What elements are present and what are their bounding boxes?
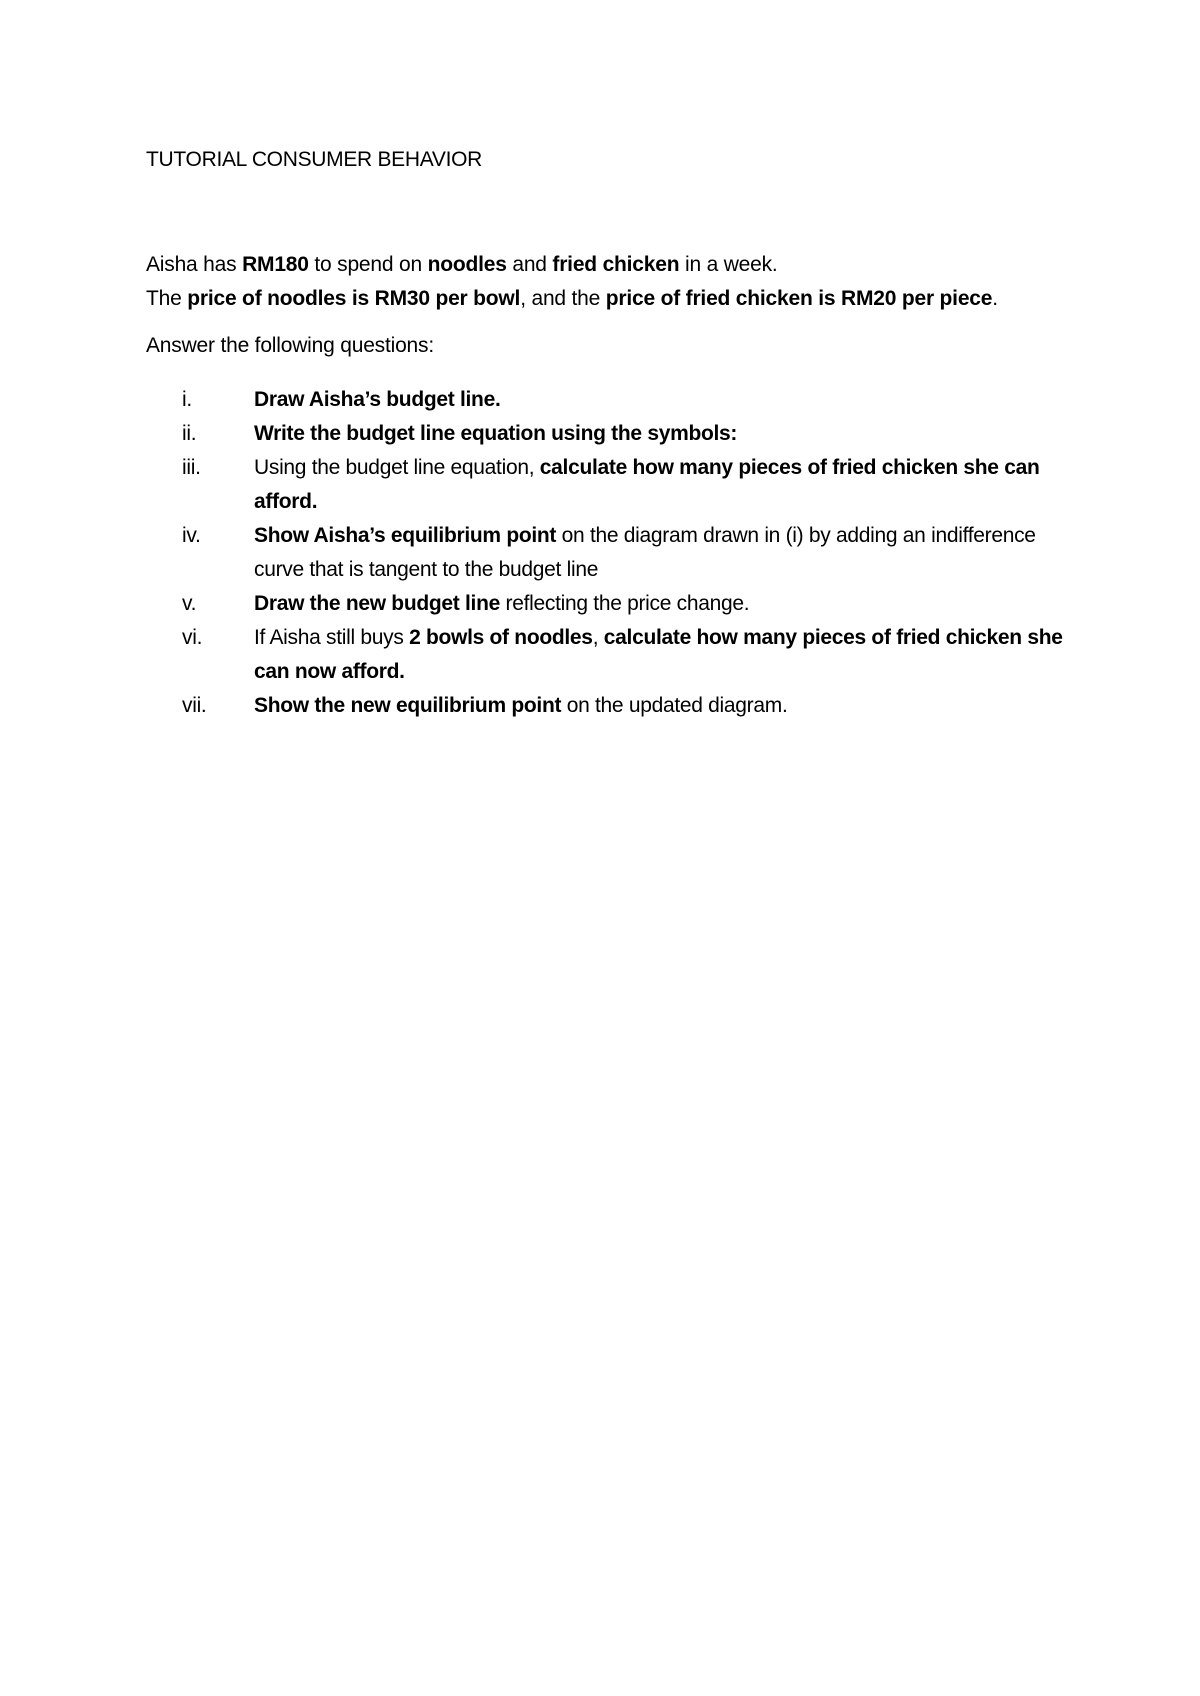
question-text	[254, 621, 1076, 689]
question-text-run: on the updated diagram.	[561, 694, 788, 717]
question-number: i.	[182, 388, 192, 411]
question-text-run: Show the new equilibrium point	[254, 694, 562, 717]
intro-line-1	[146, 248, 1106, 282]
question-text-run: Using the budget line equation,	[254, 456, 540, 479]
question-number: vii.	[182, 694, 207, 717]
intro-line-2-run: price of fried chicken is RM20 per piece	[605, 287, 993, 310]
intro-line-2-run: The	[146, 287, 188, 310]
instruction-text: Answer the following questions:	[146, 334, 434, 357]
question-text	[254, 519, 1076, 587]
question-text-run: reflecting the price change.	[500, 592, 750, 615]
intro-line-1-run: noodles	[427, 253, 507, 276]
question-item	[146, 587, 1076, 621]
question-number: iii.	[182, 456, 201, 479]
question-text-run: If Aisha still buys	[254, 626, 410, 649]
question-item	[146, 621, 1076, 689]
question-text-run: ,	[592, 626, 604, 649]
intro-line-1-run: RM180	[242, 253, 309, 276]
question-number: ii.	[182, 422, 197, 445]
question-text	[254, 383, 1076, 417]
intro-line-1-run: to spend on	[308, 253, 428, 276]
question-item	[146, 417, 1076, 451]
question-item	[146, 383, 1076, 417]
question-text-run: Draw Aisha’s budget line.	[254, 388, 501, 411]
intro-line-1-run: and	[506, 253, 553, 276]
intro-paragraph	[146, 248, 1106, 316]
intro-line-1-run: in a week.	[679, 253, 778, 276]
question-text	[254, 451, 1076, 519]
intro-line-2-run: price of noodles is RM30 per bowl	[187, 287, 521, 310]
intro-line-1-run: Aisha has	[146, 253, 243, 276]
intro-line-2	[146, 282, 1106, 316]
question-text-run: calculate how many pieces of fried chicken she can afford.	[254, 456, 1040, 513]
question-text-run: calculate how many pieces of fried chicken she can now afford.	[254, 626, 1063, 683]
intro-line-2-run: .	[992, 287, 998, 310]
intro-line-2-run: , and the	[520, 287, 606, 310]
question-number: vi.	[182, 626, 203, 649]
question-text-run: on the diagram drawn in (i) by adding an indifference curve that is tangent to the budget line	[254, 524, 1036, 581]
question-number: iv.	[182, 524, 201, 547]
question-number: v.	[182, 592, 197, 615]
question-text	[254, 689, 1076, 723]
question-text-run: Show Aisha’s equilibrium point	[254, 524, 557, 547]
intro-line-1-run: fried chicken	[552, 253, 680, 276]
question-item	[146, 519, 1076, 587]
question-text-run: Draw the new budget line	[254, 592, 500, 615]
question-list	[146, 383, 1076, 723]
question-item	[146, 689, 1076, 723]
question-text-run: Write the budget line equation using the symbols:	[254, 422, 738, 445]
question-item	[146, 451, 1076, 519]
question-text	[254, 417, 1076, 451]
document-title: TUTORIAL CONSUMER BEHAVIOR	[146, 148, 483, 171]
question-text-run: 2 bowls of noodles	[409, 626, 593, 649]
question-text	[254, 587, 1076, 621]
